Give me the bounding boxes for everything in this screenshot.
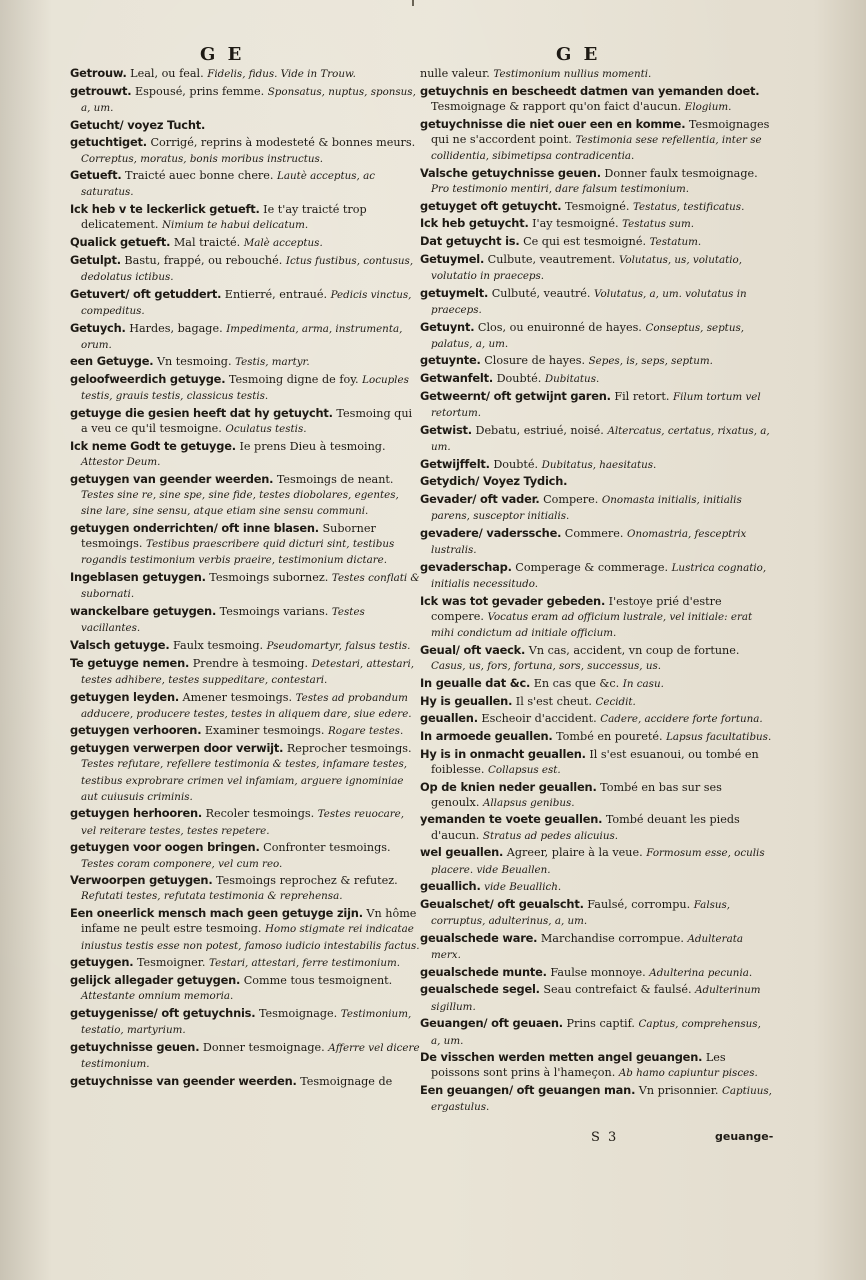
left-column: [70, 66, 422, 1091]
dictionary-entry: [420, 879, 772, 895]
latin-gloss: Impedimenta, arma, instrumenta, orum.: [81, 322, 403, 351]
headword: Te getuyge nemen.: [70, 655, 190, 670]
dictionary-entry: [420, 694, 772, 710]
french-gloss: Vn tesmoing.: [156, 355, 232, 369]
dictionary-entry: [420, 676, 772, 692]
french-gloss: Bastu, frappé, ou rebouché.: [124, 253, 283, 267]
latin-gloss: Filum tortum vel retortum.: [431, 390, 761, 420]
dictionary-entry: [70, 168, 422, 200]
running-header-right: G E: [556, 44, 601, 65]
latin-gloss: Malè acceptus.: [243, 237, 323, 250]
french-gloss: Faulse monnoye.: [550, 965, 646, 979]
headword: geualschede munte.: [420, 964, 547, 979]
french-gloss: Hardes, bagage.: [129, 321, 223, 335]
dictionary-entry: [420, 252, 772, 284]
headword: Ick was tot gevader gebeden.: [420, 593, 606, 608]
headword: een Getuyge.: [70, 354, 154, 369]
binding-mark: [412, 0, 414, 6]
latin-gloss: Testes sine re, sine spe, sine fide, testes diobolares, egentes, sine lare, sine sensu, atque etiam sine sensu communi.: [81, 489, 399, 518]
latin-gloss: Testes reuocare, vel reiterare testes, testes repetere.: [81, 808, 405, 837]
dictionary-entry: [70, 84, 422, 116]
headword: Valsche getuychnisse geuen.: [420, 165, 601, 180]
latin-gloss: Conseptus, septus, palatus, a, um.: [431, 321, 745, 350]
latin-gloss: Volutatus, us, volutatio, volutatio in praeceps.: [431, 253, 743, 282]
signature-mark: S 3: [591, 1130, 619, 1145]
french-gloss: Amener tesmoings.: [182, 690, 293, 704]
headword: getuygen voor oogen bringen.: [70, 840, 260, 855]
french-gloss: Tesmoigné.: [565, 199, 630, 213]
french-gloss: Ie t'ay traicté trop delicatement.: [81, 203, 367, 232]
latin-gloss: Testari, attestari, ferre testimonium.: [209, 957, 400, 970]
headword: Ick neme Godt te getuyge.: [70, 438, 236, 453]
latin-gloss: Elogium.: [684, 100, 732, 113]
dictionary-entry: [420, 474, 772, 490]
latin-gloss: Dubitatus, haesitatus.: [541, 458, 657, 471]
dictionary-entry: [420, 353, 772, 369]
headword: Getulpt.: [70, 252, 121, 267]
dictionary-entry: [70, 604, 422, 636]
french-gloss: Culbuté, veautré.: [491, 286, 591, 300]
headword: Ick heb v te leckerlick getueft.: [70, 202, 260, 217]
dictionary-entry: [70, 1074, 422, 1090]
latin-gloss: Testimonia sese refellentia, inter se collidentia, sibimetipsa contradicentia.: [431, 133, 762, 163]
latin-gloss: Correptus, moratus, bonis moribus instructus.: [81, 152, 324, 165]
latin-gloss: Testatus, testificatus.: [632, 200, 745, 213]
headword: geloofweerdich getuyge.: [70, 372, 226, 387]
french-gloss: Il s'est esuanoui, ou tombé en foiblesse.: [431, 747, 759, 776]
catchword: geuange-: [715, 1130, 774, 1143]
latin-gloss: Attestor Deum.: [81, 456, 161, 469]
dictionary-entry: [70, 638, 422, 654]
dictionary-entry: [70, 690, 422, 722]
headword: getuynte.: [420, 353, 481, 368]
dictionary-entry: [70, 66, 422, 82]
headword: Hy is geuallen.: [420, 693, 513, 708]
french-gloss: Prendre à tesmoing.: [192, 656, 309, 670]
latin-gloss: Lustrica cognatio, initialis necessitudo.: [431, 561, 767, 591]
dictionary-entry: [70, 118, 422, 134]
headword: getuygen verhooren.: [70, 723, 202, 738]
latin-gloss: Onomasta initialis, initialis parens, susceptor initialis.: [431, 494, 742, 523]
dictionary-entry: [70, 570, 422, 602]
french-gloss: Suborner tesmoings.: [81, 521, 376, 551]
dictionary-entry: [420, 931, 772, 963]
french-gloss: Faulx tesmoing.: [173, 638, 264, 652]
headword: gevaderschap.: [420, 559, 512, 574]
french-gloss: Corrigé, reprins à modesteté & bonnes meurs.: [150, 136, 416, 150]
french-gloss: Fil retort.: [614, 389, 670, 403]
headword: Getuynt.: [420, 319, 475, 334]
french-gloss: nulle valeur.: [420, 67, 490, 80]
dictionary-entry: [70, 406, 422, 437]
dictionary-entry: [70, 973, 422, 1004]
headword: getuygen.: [70, 955, 134, 970]
french-gloss: Donner faulx tesmoignage.: [604, 166, 758, 180]
headword: Qualick getueft.: [70, 235, 171, 250]
latin-gloss: Testes coram componere, vel cum reo.: [81, 857, 283, 870]
dictionary-entry: [420, 199, 772, 215]
dictionary-entry: [420, 812, 772, 843]
headword: Getuych.: [70, 320, 126, 335]
dictionary-entry: [70, 202, 422, 233]
latin-gloss: Collapsus est.: [488, 763, 561, 776]
headword: Gevader/ oft vader.: [420, 492, 540, 507]
headword: getuychnisse van geender weerden.: [70, 1073, 297, 1088]
french-gloss: Donner tesmoignage.: [202, 1040, 325, 1054]
latin-gloss: Testimonium nullius momenti.: [493, 68, 652, 80]
dictionary-entry: [420, 526, 772, 558]
headword: gevadere/ vaderssche.: [420, 525, 562, 540]
french-gloss: Faulsé, corrompu.: [587, 897, 691, 911]
french-gloss: Tesmoings de neant.: [276, 472, 394, 486]
dictionary-entry: [70, 1040, 422, 1072]
french-gloss: Culbute, veautrement.: [487, 252, 616, 266]
dictionary-entry: [420, 897, 772, 929]
dictionary-entry: [420, 66, 772, 82]
french-gloss: I'ay tesmoigné.: [532, 217, 619, 231]
headword: Op de knien neder geuallen.: [420, 779, 597, 794]
dictionary-entry: [420, 389, 772, 421]
french-gloss: Comme tous tesmoignent.: [243, 973, 393, 987]
french-gloss: Il s'est cheut.: [515, 694, 592, 708]
dictionary-entry: [420, 747, 772, 778]
headword: Hy is in onmacht geuallen.: [420, 746, 586, 761]
french-gloss: Tesmoing qui a veu ce qu'il tesmoigne.: [81, 407, 413, 436]
headword: getuygen verwerpen door verwijt.: [70, 741, 284, 756]
dictionary-entry: [70, 873, 422, 904]
latin-gloss: Lapsus facultatibus.: [666, 730, 772, 743]
french-gloss: Traicté auec bonne chere.: [125, 169, 274, 183]
headword: wanckelbare getuygen.: [70, 604, 217, 618]
headword: Een geuangen/ oft geuangen man.: [420, 1083, 636, 1098]
headword: getuychnisse geuen.: [70, 1039, 200, 1054]
headword: Geual/ oft vaeck.: [420, 642, 526, 657]
french-gloss: Entierré, entraué.: [224, 287, 327, 301]
headword: In geualle dat &c.: [420, 675, 531, 690]
latin-gloss: Altercatus, certatus, rixatus, a, um.: [431, 424, 770, 453]
latin-gloss: Onomastria, fesceptrix lustralis.: [431, 527, 747, 557]
french-gloss: Reprocher tesmoings.: [286, 742, 412, 756]
french-gloss: Espousé, prins femme.: [134, 84, 265, 98]
french-gloss: Tombé en bas sur ses genoulx.: [431, 780, 722, 809]
latin-gloss: Adulterina pecunia.: [649, 966, 753, 979]
dictionary-entry: [420, 166, 772, 197]
latin-gloss: Oculatus testis.: [225, 423, 307, 436]
dictionary-entry: [420, 457, 772, 473]
latin-gloss: Testatus sum.: [622, 218, 695, 231]
french-gloss: Debatu, estriué, noisé.: [475, 423, 604, 437]
headword: getuygen herhooren.: [70, 806, 203, 821]
dictionary-entry: [420, 560, 772, 592]
headword: Verwoorpen getuygen.: [70, 873, 213, 888]
headword: Getwijffelt.: [420, 456, 490, 471]
headword: geualschede ware.: [420, 930, 538, 945]
dictionary-entry: [420, 320, 772, 352]
latin-gloss: Adulterata merx.: [431, 932, 743, 962]
headword: getuychnis en bescheedt datmen van yemanden doet.: [420, 83, 760, 98]
french-gloss: Closure de hayes.: [484, 354, 586, 368]
french-gloss: Tesmoignage de: [300, 1074, 393, 1088]
dictionary-entry: [420, 286, 772, 318]
dictionary-entry: [420, 234, 772, 250]
dictionary-entry: [420, 845, 772, 877]
latin-gloss: Sepes, is, seps, septum.: [588, 355, 713, 368]
french-gloss: Vn hôme infame ne peult estre tesmoing.: [81, 907, 417, 936]
dictionary-entry: [420, 780, 772, 811]
latin-gloss: Nimium te habui delicatum.: [162, 219, 309, 232]
dictionary-entry: [420, 216, 772, 232]
french-gloss: Confronter tesmoings.: [263, 841, 391, 855]
headword: Getydich/ Voyez Tydich.: [420, 474, 568, 489]
latin-gloss: Testes vacillantes.: [81, 606, 365, 635]
latin-gloss: Vocatus eram ad officium lustrale, vel initiale: erat mihi condictum ad initiale officium.: [431, 611, 753, 640]
dictionary-entry: [70, 656, 422, 688]
headword: geuallen.: [420, 711, 478, 726]
french-gloss: Prins captif.: [566, 1017, 635, 1031]
french-gloss: Marchandise corrompue.: [540, 931, 684, 945]
latin-gloss: Lautè acceptus, ac saturatus.: [81, 170, 376, 199]
french-gloss: Vn cas, accident, vn coup de fortune.: [528, 643, 740, 657]
headword: gelijck allegader getuygen.: [70, 972, 241, 987]
dictionary-entry: [70, 439, 422, 470]
headword: getuygenisse/ oft getuychnis.: [70, 1005, 256, 1020]
headword: Dat getuycht is.: [420, 234, 520, 249]
latin-gloss: Refutati testes, refutata testimonia & reprehensa.: [81, 890, 343, 903]
dictionary-entry: [420, 965, 772, 981]
latin-gloss: Detestari, attestari, testes adhibere, testes suppeditare, contestari.: [81, 657, 415, 686]
latin-gloss: Homo stigmate rei indicatae iniustus testis esse non potest, famoso iudicio intestabilis factus.: [81, 923, 420, 952]
headword: Getuymel.: [420, 251, 485, 266]
french-gloss: Compere.: [543, 493, 599, 507]
french-gloss: Recoler tesmoings.: [205, 807, 315, 821]
latin-gloss: Stratus ad pedes alicuius.: [482, 829, 619, 842]
latin-gloss: Pedicis vinctus, compeditus.: [81, 288, 412, 317]
latin-gloss: Volutatus, a, um. volutatus in praeceps.: [431, 287, 747, 316]
french-gloss: Commere.: [564, 526, 624, 540]
dictionary-entry: [420, 1050, 772, 1081]
french-gloss: Tesmoings subornez.: [209, 571, 329, 585]
latin-gloss: Locuples testis, grauis testis, classicus testis.: [81, 374, 409, 403]
french-gloss: Ce qui est tesmoigné.: [523, 235, 647, 249]
latin-gloss: Dubitatus.: [544, 373, 600, 386]
latin-gloss: Ab hamo capiuntur pisces.: [618, 1067, 758, 1080]
french-gloss: Comperage & commerage.: [515, 560, 669, 574]
french-gloss: Tesmoignage.: [258, 1006, 338, 1020]
dictionary-entry: [420, 371, 772, 387]
headword: De visschen werden metten angel geuangen.: [420, 1050, 703, 1065]
dictionary-entry: [70, 955, 422, 971]
french-gloss: Tesmoing digne de foy.: [228, 373, 359, 387]
headword: wel geuallen.: [420, 845, 504, 860]
latin-gloss: Testimonium, testatio, martyrium.: [81, 1007, 412, 1037]
dictionary-entry: [420, 643, 772, 674]
latin-gloss: Allapsus genibus.: [482, 796, 575, 809]
dictionary-entry: [70, 1006, 422, 1038]
latin-gloss: Sponsatus, nuptus, sponsus, a, um.: [81, 85, 416, 114]
headword: getuyge die gesien heeft dat hy getuycht.: [70, 406, 333, 421]
headword: getrouwt.: [70, 83, 132, 98]
latin-gloss: Testibus praescribere quid dicturi sint, testibus rogandis testimonium verbis praeire, testimonium dictare.: [81, 538, 395, 567]
headword: getuygen leyden.: [70, 689, 179, 704]
french-gloss: Clos, ou enuironné de hayes.: [477, 320, 642, 334]
latin-gloss: Casus, us, fors, fortuna, sors, successus, us.: [431, 660, 662, 673]
headword: Geuangen/ oft geuaen.: [420, 1016, 563, 1031]
latin-gloss: Pro testimonio mentiri, dare falsum testimonium.: [431, 182, 690, 195]
headword: Getweernt/ oft getwijnt garen.: [420, 388, 611, 403]
headword: getuyget oft getuycht.: [420, 198, 562, 213]
latin-gloss: Fidelis, fidus. Vide in Trouw.: [207, 68, 356, 80]
latin-gloss: vide Beuallich.: [484, 881, 562, 894]
french-gloss: En cas que &c.: [533, 676, 620, 690]
dictionary-entry: [420, 1016, 772, 1048]
french-gloss: Vn prisonnier.: [638, 1084, 719, 1098]
latin-gloss: In casu.: [622, 677, 664, 690]
dictionary-entry: [420, 982, 772, 1014]
headword: getuygen van geender weerden.: [70, 471, 274, 486]
french-gloss: Mal traicté.: [173, 236, 241, 250]
dictionary-entry: [70, 806, 422, 838]
french-gloss: Tesmoigner.: [136, 956, 206, 970]
headword: geuallich.: [420, 879, 481, 894]
latin-gloss: Formosum esse, oculis placere. vide Beuallen.: [431, 847, 765, 876]
dictionary-entry: [420, 84, 772, 115]
headword: getuygen onderrichten/ oft inne blasen.: [70, 520, 319, 535]
dictionary-entry: [70, 472, 422, 520]
french-gloss: Les poissons sont prins à l'hameçon.: [431, 1051, 726, 1080]
headword: Getuvert/ oft getuddert.: [70, 286, 222, 301]
french-gloss: Tombé deuant les pieds d'aucun.: [431, 813, 740, 842]
latin-gloss: Testis, martyr.: [235, 356, 310, 369]
dictionary-entry: [70, 287, 422, 319]
latin-gloss: Ictus fustibus, contusus, dedolatus ictibus.: [81, 254, 414, 283]
dictionary-entry: [420, 492, 772, 524]
french-gloss: Doubté.: [496, 372, 542, 386]
headword: Een oneerlick mensch mach geen getuyge zijn.: [70, 906, 363, 921]
dictionary-entry: [420, 1083, 772, 1115]
headword: In armoede geuallen.: [420, 728, 553, 743]
latin-gloss: Testes conflati & subornati.: [81, 572, 420, 601]
dictionary-entry: [70, 354, 422, 370]
french-gloss: Tesmoings reprochez & refutez.: [216, 874, 398, 888]
headword: Valsch getuyge.: [70, 637, 170, 652]
latin-gloss: Adulterinum sigillum.: [431, 984, 761, 1013]
latin-gloss: Captiuus, ergastulus.: [431, 1085, 772, 1114]
latin-gloss: Cadere, accidere forte fortuna.: [600, 713, 763, 726]
dictionary-entry: [70, 321, 422, 353]
dictionary-entry: [420, 594, 772, 642]
french-gloss: Ie prens Dieu à tesmoing.: [239, 439, 386, 453]
headword: Getucht/ voyez Tucht.: [70, 117, 206, 132]
running-header-left: G E: [200, 44, 245, 65]
dictionary-entry: [420, 423, 772, 455]
headword: geualschede segel.: [420, 982, 540, 997]
headword: getuychnisse die niet ouer een en komme.: [420, 116, 686, 131]
french-gloss: Tesmoignage & rapport qu'on faict d'aucun.: [431, 99, 682, 113]
right-column: [420, 66, 772, 1117]
headword: Ingeblasen getuygen.: [70, 570, 206, 585]
french-gloss: Tombé en poureté.: [556, 729, 663, 743]
french-gloss: Escheoir d'accident.: [481, 712, 597, 726]
dictionary-entry: [70, 235, 422, 251]
dictionary-entry: [70, 521, 422, 569]
dictionary-entry: [70, 135, 422, 166]
french-gloss: Examiner tesmoings.: [204, 724, 325, 738]
latin-gloss: Cecidit.: [595, 695, 636, 708]
headword: Getrouw.: [70, 66, 127, 80]
latin-gloss: Testes refutare, refellere testimonia & testes, infamare testes, testibus exprobrare crimen vel infamiam, arguere ignominiae aut cuiusuis criminis.: [81, 758, 408, 803]
dictionary-entry: [70, 253, 422, 285]
dictionary-entry: [70, 906, 422, 954]
dictionary-entry: [420, 711, 772, 727]
dictionary-entry: [70, 840, 422, 871]
french-gloss: Seau contrefaict & faulsé.: [543, 983, 692, 997]
french-gloss: Doubté.: [493, 457, 539, 471]
latin-gloss: Falsus, corruptus, adulterinus, a, um.: [431, 898, 731, 928]
dictionary-entry: [420, 729, 772, 745]
headword: Geualschet/ oft geualscht.: [420, 896, 584, 911]
headword: getuymelt.: [420, 285, 489, 300]
headword: Getwanfelt.: [420, 371, 493, 386]
headword: Getwist.: [420, 422, 472, 437]
headword: getuchtiget.: [70, 135, 147, 150]
dictionary-entry: [420, 117, 772, 165]
dictionary-entry: [70, 741, 422, 805]
latin-gloss: Testes ad probandum adducere, producere testes, testes in aliquem dare, siue edere.: [81, 691, 412, 720]
latin-gloss: Afferre vel dicere testimonium.: [81, 1041, 420, 1070]
latin-gloss: Rogare testes.: [327, 725, 404, 738]
french-gloss: Tesmoings varians.: [219, 605, 329, 618]
latin-gloss: Pseudomartyr, falsus testis.: [266, 639, 411, 652]
french-gloss: Leal, ou feal.: [130, 67, 204, 80]
headword: Getueft.: [70, 168, 122, 183]
headword: yemanden te voete geuallen.: [420, 812, 603, 827]
dictionary-entry: [70, 372, 422, 404]
french-gloss: I'estoye prié d'estre compere.: [431, 594, 722, 623]
french-gloss: Agreer, plaire à la veue.: [506, 846, 643, 860]
latin-gloss: Attestante omnium memoria.: [81, 990, 234, 1003]
french-gloss: Tesmoignages qui ne s'accordent point.: [431, 117, 770, 146]
dictionary-entry: [70, 723, 422, 739]
headword: Ick heb getuycht.: [420, 216, 529, 231]
latin-gloss: Testatum.: [649, 236, 702, 249]
latin-gloss: Captus, comprehensus, a, um.: [431, 1018, 761, 1047]
